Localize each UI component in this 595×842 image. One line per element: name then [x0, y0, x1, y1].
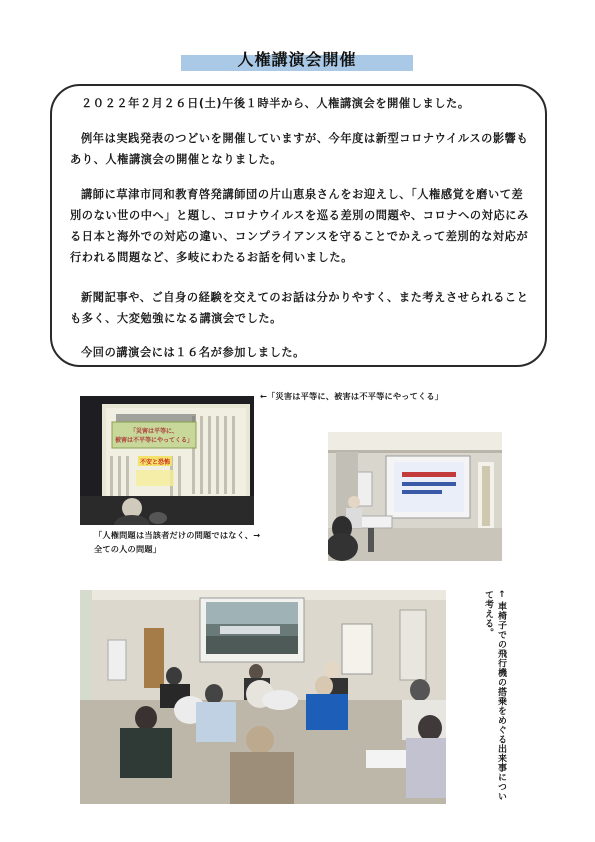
- photo-audience: [80, 590, 446, 804]
- caption-slide-quote: ←「災害は平等に、被害は不平等にやってくる」: [260, 391, 444, 401]
- svg-text:「災害は平等に、: 「災害は平等に、: [129, 428, 179, 435]
- photo-slide-closeup: [80, 396, 254, 525]
- caption-wheelchair: ← 車椅子での飛行機の搭乗をめぐる出来事について考える。: [483, 590, 506, 802]
- paragraph-attendance: 今回の講演会には１６名が参加しました。: [81, 346, 305, 359]
- paragraph-impression: 新聞記事や、ご自身の経験を交えてのお話は分かりやすく、また考えさせられることも多く、大変勉強になる講演会でした。: [70, 291, 529, 325]
- svg-text:被害は不平等にやってくる」: 被害は不平等にやってくる」: [114, 437, 194, 444]
- paragraph-lecturer: 講師に草津市同和教育啓発講師団の片山恵泉さんをお迎えし、「人権感覚を磨いて差別のない世の中へ」と題し、コロナウイルスを巡る差別の問題や、コロナへの対応にみる日本と海外での対応の違い、コンプライアンスを守ることでかえって差別的な対応が行われる問題など、多岐にわたるお話を伺いました。: [70, 188, 529, 264]
- caption-human-rights-line1: 「人権問題は当該者だけの問題ではなく、→: [94, 530, 261, 540]
- paragraph-background: 例年は実践発表のつどいを開催していますが、今年度は新型コロナウイルスの影響もあり、人権講演会の開催となりました。: [70, 132, 529, 166]
- photo-lecturer: [328, 432, 502, 561]
- slide-label: 不安と恐怖: [139, 459, 171, 466]
- page-title: 人権講演会開催: [237, 50, 357, 69]
- paragraph-date: ２０２２年２月２６日(土)午後１時半から、人権講演会を開催しました。: [81, 97, 470, 110]
- caption-human-rights-line2: 全ての人の問題」: [94, 544, 162, 554]
